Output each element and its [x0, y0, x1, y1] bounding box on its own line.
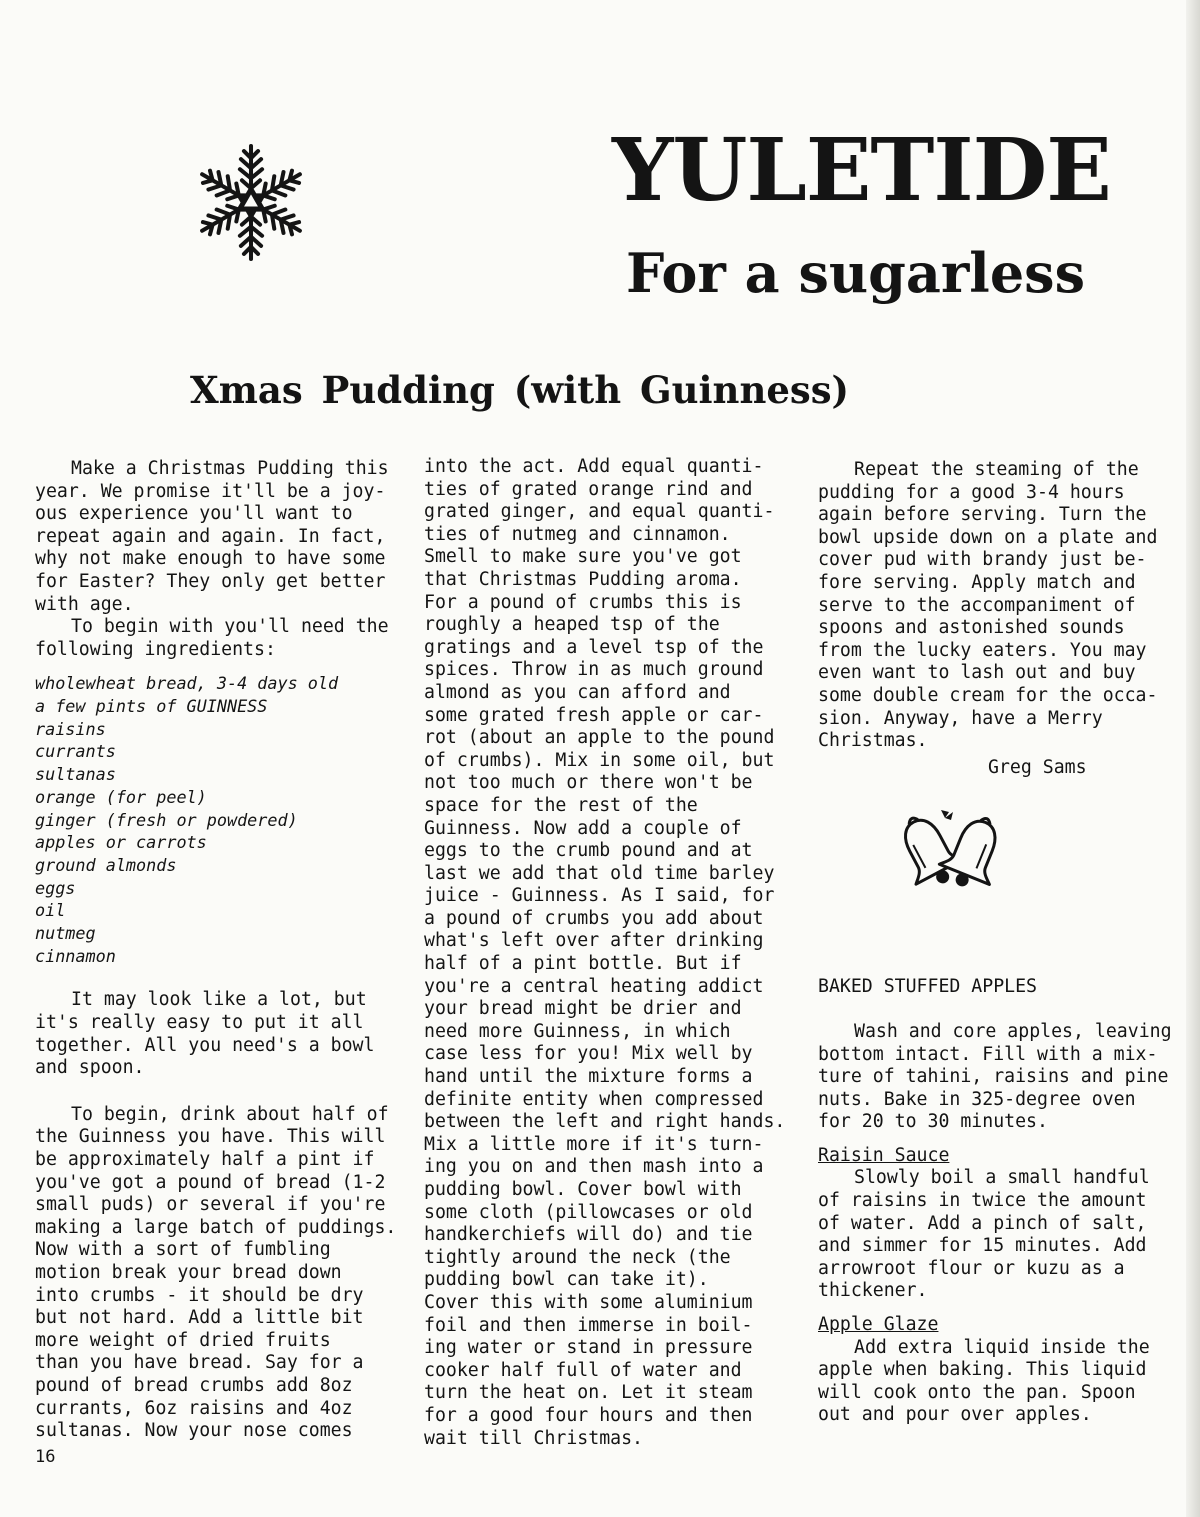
paragraph-line: a pound of crumbs you add about [424, 907, 764, 929]
section-heading-raisin-sauce: Raisin Sauce [818, 1144, 950, 1166]
paragraph-line: ous experience you'll want to [35, 503, 353, 525]
paragraph-line: hand until the mixture forms a [424, 1066, 753, 1088]
ingredient-item: sultanas [35, 764, 116, 785]
paragraph-line: gratings and a level tsp of the [424, 636, 764, 658]
ingredient-item: ground almonds [35, 854, 177, 875]
paragraph-line: with age. [35, 593, 134, 615]
page-edge-shadow [1186, 0, 1200, 1517]
paragraph-line: tightly around the neck (the [424, 1246, 731, 1268]
section-heading-baked-apples: BAKED STUFFED APPLES [818, 976, 1037, 998]
paragraph-line: last we add that old time barley [424, 862, 775, 884]
paragraph-line: ties of grated orange rind and [424, 478, 753, 500]
column-3 [818, 459, 1186, 1427]
paragraph-line: bowl upside down on a plate and [818, 526, 1158, 548]
page-title-line2: For a sugarless [626, 241, 1085, 305]
paragraph-line: out and pour over apples. [818, 1404, 1092, 1426]
paragraph-line: ties of nutmeg and cinnamon. [424, 523, 731, 545]
paragraph-line: into crumbs - it should be dry [35, 1284, 364, 1306]
paragraph-line: into the act. Add equal quanti- [424, 456, 764, 477]
paragraph-line: together. All you need's a bowl [35, 1034, 375, 1056]
paragraph-line: currants, 6oz raisins and 4oz [35, 1397, 353, 1419]
page-title: YULETIDE [612, 120, 1111, 221]
paragraph-line: pudding bowl can take it). [424, 1269, 709, 1291]
paragraph-line: for a good four hours and then [424, 1404, 753, 1426]
paragraph-line: the Guinness you have. This will [35, 1126, 386, 1148]
paragraph-line: pudding for a good 3-4 hours [818, 481, 1125, 503]
paragraph-line: need more Guinness, in which [424, 1020, 731, 1042]
paragraph-line: Repeat the steaming of the [854, 459, 1139, 480]
paragraph-line: even want to lash out and buy [818, 662, 1136, 684]
paragraph-line: ing water or stand in pressure [424, 1337, 753, 1359]
paragraph-line: some cloth (pillowcases or old [424, 1201, 753, 1223]
paragraph-line: and simmer for 15 minutes. Add [818, 1235, 1147, 1257]
paragraph-line: again before serving. Turn the [818, 504, 1147, 526]
ingredient-item: nutmeg [35, 923, 96, 944]
author-signature: Greg Sams [988, 756, 1087, 778]
paragraph-line: For a pound of crumbs this is [424, 591, 742, 613]
bells-icon [885, 808, 1015, 903]
ingredient-item: cinnamon [35, 945, 116, 966]
paragraph-line: cooker half full of water and [424, 1359, 742, 1381]
paragraph-line: between the left and right hands. [424, 1111, 786, 1133]
paragraph-line: Christmas. [818, 730, 928, 752]
paragraph-line: why not make enough to have some [35, 548, 386, 570]
paragraph-line: of crumbs). Mix in some oil, but [424, 749, 775, 771]
paragraph-line: juice - Guinness. As I said, for [424, 885, 775, 907]
paragraph-line: Make a Christmas Pudding this [71, 458, 389, 479]
paragraph-line: Wash and core apples, leaving [854, 1020, 1172, 1042]
ingredient-item: orange (for peel) [35, 786, 207, 807]
paragraph-line: sultanas. Now your nose comes [35, 1420, 353, 1442]
paragraph-line: spoons and astonished sounds [818, 617, 1125, 639]
paragraph-line: from the lucky eaters. You may [818, 639, 1147, 661]
ingredients-list [35, 672, 405, 967]
paragraph-line: that Christmas Pudding aroma. [424, 568, 742, 590]
ingredient-item: ginger (fresh or powdered) [35, 809, 298, 830]
paragraph-line: space for the rest of the [424, 794, 698, 816]
ingredient-item: a few pints of GUINNESS [35, 696, 268, 717]
paragraph-line: pudding bowl. Cover bowl with [424, 1179, 742, 1200]
paragraph-line: Cover this with some aluminium [424, 1291, 753, 1313]
paragraph-line: It may look like a lot, but [71, 989, 367, 1011]
paragraph-line: you're a central heating addict [424, 975, 764, 997]
paragraph-line: cover pud with brandy just be- [818, 549, 1147, 571]
paragraph-line: will cook onto the pan. Spoon [818, 1381, 1136, 1403]
paragraph-line: eggs to the crumb pound and at [424, 840, 753, 862]
paragraph-line: To begin, drink about half of [71, 1103, 389, 1125]
paragraph-line: spices. Throw in as much ground [424, 659, 764, 681]
column-1 [35, 458, 405, 1443]
paragraph-line: Guinness. Now add a couple of [424, 817, 742, 839]
paragraph-line: of water. Add a pinch of salt, [818, 1212, 1147, 1234]
section-heading-apple-glaze: Apple Glaze [818, 1314, 939, 1336]
paragraph-line: making a large batch of puddings. [35, 1216, 397, 1238]
paragraph-line: To begin with you'll need the [71, 616, 389, 638]
ingredient-item: oil [35, 900, 66, 921]
paragraph-line: but not hard. Add a little bit [35, 1307, 364, 1329]
paragraph-line: half of a pint bottle. But if [424, 953, 742, 975]
ingredient-item: raisins [35, 718, 106, 739]
paragraph-line: than you have bread. Say for a [35, 1352, 364, 1374]
paragraph-line: small puds) or several if you're [35, 1194, 386, 1216]
article-subtitle: Xmas Pudding (with Guinness) [190, 368, 850, 412]
paragraph-line: pound of bread crumbs add 8oz [35, 1374, 353, 1396]
paragraph-line: serve to the accompaniment of [818, 594, 1136, 616]
paragraph-line: what's left over after drinking [424, 930, 764, 952]
paragraph-line: Now with a sort of fumbling [35, 1239, 331, 1261]
paragraph-line: for Easter? They only get better [35, 570, 386, 592]
column-2 [424, 456, 796, 1450]
ingredient-item: currants [35, 741, 116, 762]
snowflake-icon [190, 140, 312, 265]
paragraph-line: Slowly boil a small handful [854, 1167, 1150, 1189]
paragraph-line: not too much or there won't be [424, 772, 753, 794]
paragraph-line: it's really easy to put it all [35, 1012, 364, 1034]
paragraph-line: roughly a heaped tsp of the [424, 614, 720, 636]
ingredient-item: apples or carrots [35, 832, 207, 853]
paragraph-line: turn the heat on. Let it steam [424, 1382, 753, 1404]
paragraph-line: wait till Christmas. [424, 1427, 643, 1449]
paragraph-line: Smell to make sure you've got [424, 546, 742, 568]
paragraph-line: sion. Anyway, have a Merry [818, 707, 1103, 729]
paragraph-line: motion break your bread down [35, 1262, 342, 1284]
paragraph-line: year. We promise it'll be a joy- [35, 480, 386, 502]
paragraph-line: thickener. [818, 1280, 928, 1302]
page-number: 16 [35, 1447, 56, 1467]
paragraph-line: for 20 to 30 minutes. [818, 1111, 1048, 1133]
paragraph-line: case less for you! Mix well by [424, 1043, 753, 1065]
paragraph-line: be approximately half a pint if [35, 1149, 375, 1171]
paragraph-line: Mix a little more if it's turn- [424, 1133, 764, 1155]
paragraph-line: your bread might be drier and [424, 998, 742, 1020]
paragraph-line: arrowroot flour or kuzu as a [818, 1257, 1125, 1279]
paragraph-line: definite entity when compressed [424, 1088, 764, 1110]
ingredient-item: eggs [35, 877, 76, 898]
paragraph-line: grated ginger, and equal quanti- [424, 501, 775, 523]
paragraph-line: and spoon. [35, 1057, 145, 1079]
paragraph-line: rot (about an apple to the pound [424, 727, 775, 749]
paragraph-line: some grated fresh apple or car- [424, 704, 764, 726]
paragraph-line: almond as you can afford and [424, 681, 731, 703]
paragraph-line: ing you on and then mash into a [424, 1156, 764, 1178]
paragraph-line: some double cream for the occa- [818, 684, 1158, 706]
paragraph-line: apple when baking. This liquid [818, 1359, 1147, 1381]
paragraph-line: ture of tahini, raisins and pine [818, 1066, 1169, 1088]
ingredient-item: wholewheat bread, 3-4 days old [35, 673, 339, 694]
paragraph-line: repeat again and again. In fact, [35, 525, 386, 547]
paragraph-line: you've got a pound of bread (1-2 [35, 1171, 386, 1193]
paragraph-line: fore serving. Apply match and [818, 571, 1136, 593]
paragraph-line: more weight of dried fruits [35, 1329, 331, 1351]
paragraph-line: following ingredients: [35, 638, 276, 660]
paragraph-line: foil and then immerse in boil- [424, 1314, 753, 1336]
paragraph-line: of raisins in twice the amount [818, 1190, 1147, 1212]
paragraph-line: Add extra liquid inside the [854, 1336, 1150, 1358]
paragraph-line: handkerchiefs will do) and tie [424, 1224, 753, 1246]
paragraph-line: nuts. Bake in 325-degree oven [818, 1088, 1136, 1110]
paragraph-line: bottom intact. Fill with a mix- [818, 1043, 1158, 1065]
